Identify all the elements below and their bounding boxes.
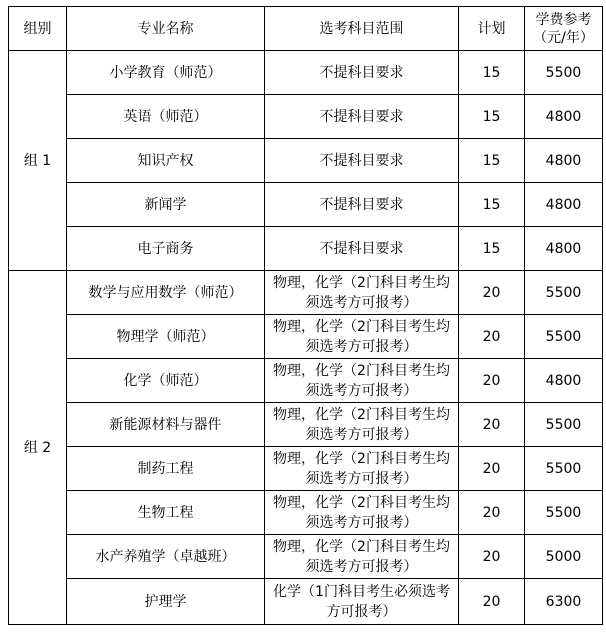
table-row [9,51,603,95]
range-text: 物理，化学（2门科目考生均须选考方可报考） [273,362,450,399]
plan-cell: 15 [459,183,525,227]
header-range: 选考科目范围 [265,7,459,51]
major-cell: 化学（师范） [67,359,265,403]
major-cell: 物理学（师范） [67,315,265,359]
table-row [9,271,603,315]
range-cell [265,535,459,579]
range-cell [265,183,459,227]
header-group: 组别 [9,7,67,51]
range-cell [265,315,459,359]
fee-cell: 4800 [525,95,603,139]
table-row [9,139,603,183]
range-cell [265,227,459,271]
range-cell [265,447,459,491]
table-row [9,491,603,535]
table-row [9,535,603,579]
major-cell: 制药工程 [67,447,265,491]
plan-cell: 20 [459,535,525,579]
range-text: 物理，化学（2门科目考生均须选考方可报考） [273,406,450,443]
table-row [9,95,603,139]
group-cell: 组 1 [9,51,67,271]
fee-cell: 4800 [525,183,603,227]
header-row [9,7,603,51]
range-text: 不提科目要求 [319,108,404,125]
table-row [9,183,603,227]
plan-cell: 15 [459,227,525,271]
plan-cell: 20 [459,447,525,491]
header-fee [525,7,603,51]
fee-cell: 5500 [525,271,603,315]
major-cell: 护理学 [67,579,265,625]
range-cell [265,271,459,315]
header-plan: 计划 [459,7,525,51]
range-text: 物理，化学（2门科目考生均须选考方可报考） [273,274,450,311]
fee-cell: 4800 [525,227,603,271]
range-text: 物理，化学（2门科目考生均须选考方可报考） [273,538,450,575]
table-row [9,227,603,271]
range-text: 不提科目要求 [319,240,404,257]
major-cell: 生物工程 [67,491,265,535]
major-cell: 新闻学 [67,183,265,227]
range-cell [265,359,459,403]
plan-cell: 15 [459,95,525,139]
header-fee-line2: （元/年） [533,29,594,46]
enrollment-table [8,6,603,625]
major-cell: 水产养殖学（卓越班） [67,535,265,579]
range-text: 不提科目要求 [319,152,404,169]
fee-cell: 5500 [525,447,603,491]
table-row [9,447,603,491]
plan-cell: 20 [459,271,525,315]
plan-cell: 20 [459,403,525,447]
range-text: 不提科目要求 [319,64,404,81]
range-cell [265,491,459,535]
major-cell: 知识产权 [67,139,265,183]
header-fee-line1: 学费参考 [535,11,592,28]
fee-cell: 5500 [525,403,603,447]
plan-cell: 20 [459,315,525,359]
major-cell: 小学教育（师范） [67,51,265,95]
range-text: 物理，化学（2门科目考生均须选考方可报考） [273,450,450,487]
major-cell: 电子商务 [67,227,265,271]
header-major: 专业名称 [67,7,265,51]
range-text: 化学（1门科目考生必须选考方可报考） [273,583,450,620]
plan-cell: 15 [459,51,525,95]
plan-cell: 20 [459,359,525,403]
fee-cell: 5500 [525,315,603,359]
range-cell [265,579,459,625]
fee-cell: 5500 [525,491,603,535]
fee-cell: 4800 [525,359,603,403]
major-cell: 数学与应用数学（师范） [67,271,265,315]
range-text: 物理，化学（2门科目考生均须选考方可报考） [273,494,450,531]
plan-cell: 20 [459,491,525,535]
table-row [9,359,603,403]
plan-cell: 20 [459,579,525,625]
range-text: 物理，化学（2门科目考生均须选考方可报考） [273,318,450,355]
group-cell: 组 2 [9,271,67,625]
table-row [9,579,603,625]
table-row [9,403,603,447]
major-cell: 英语（师范） [67,95,265,139]
range-cell [265,95,459,139]
major-cell: 新能源材料与器件 [67,403,265,447]
range-cell [265,51,459,95]
fee-cell: 6300 [525,579,603,625]
table-row [9,315,603,359]
range-cell [265,403,459,447]
fee-cell: 5000 [525,535,603,579]
plan-cell: 15 [459,139,525,183]
fee-cell: 4800 [525,139,603,183]
range-cell [265,139,459,183]
range-text: 不提科目要求 [319,196,404,213]
fee-cell: 5500 [525,51,603,95]
